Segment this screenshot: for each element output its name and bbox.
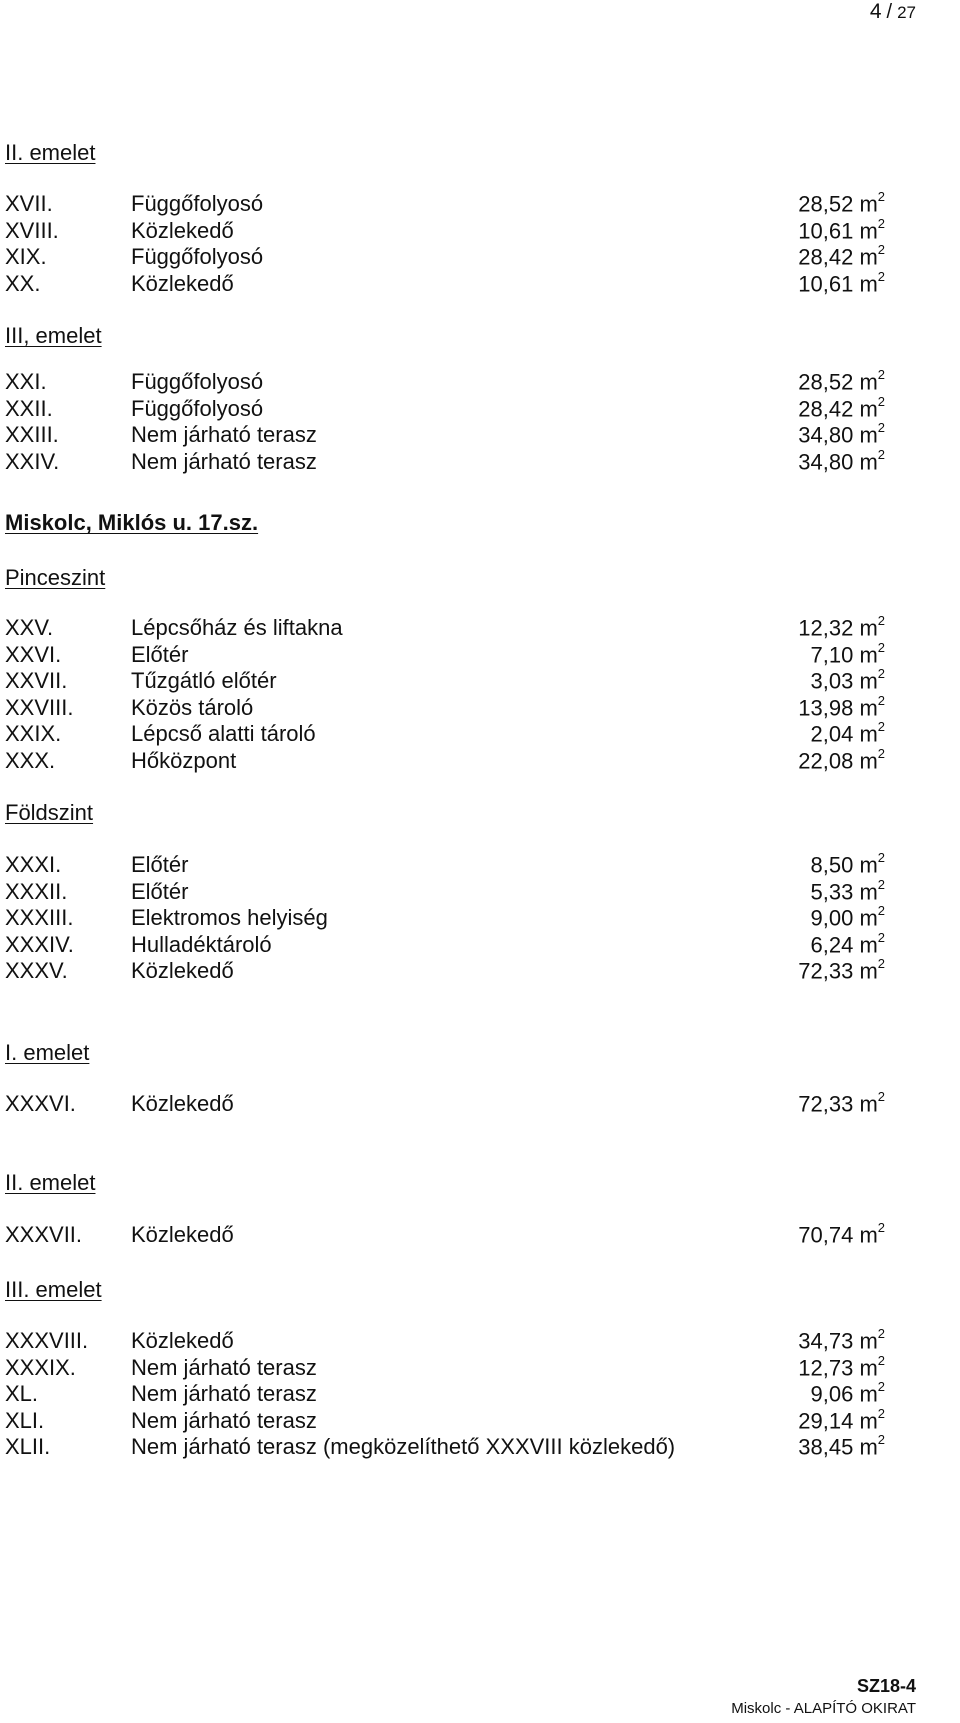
area-value: 3,03 — [810, 668, 854, 694]
row-area — [810, 852, 885, 878]
area-unit: m — [859, 270, 878, 296]
row-description: Nem járható terasz — [131, 448, 317, 474]
row-number: XXXI. — [5, 852, 62, 877]
table-row — [5, 191, 885, 221]
row-description: Közlekedő — [131, 270, 234, 296]
row-area — [810, 721, 885, 747]
address-heading: Miskolc, Miklós u. 17.sz. — [5, 510, 259, 535]
area-value: 5,33 — [810, 878, 854, 904]
row-number: XXXII. — [5, 878, 68, 904]
area-unit-power: 2 — [877, 189, 885, 204]
table-row — [5, 244, 885, 274]
row-number: XXIV. — [5, 448, 60, 474]
area-unit-power: 2 — [877, 393, 885, 409]
document-code: SZ18-4 — [856, 1676, 916, 1696]
area-value: 34,73 — [798, 1328, 854, 1354]
row-area — [798, 1222, 885, 1248]
area-unit: m — [859, 422, 878, 448]
row-area — [798, 422, 885, 448]
row-description: Függőfolyosó — [131, 244, 264, 269]
section-heading: III. emelet — [5, 1277, 102, 1302]
row-description: Közlekedő — [131, 1328, 234, 1353]
table-row — [5, 369, 885, 399]
row-description: Nem járható terasz — [131, 1381, 317, 1406]
area-value: 38,45 — [798, 1434, 854, 1460]
area-value: 10,61 — [798, 217, 854, 243]
row-number: XVII. — [5, 191, 53, 216]
area-unit-power: 2 — [877, 903, 885, 918]
area-unit: m — [859, 958, 878, 984]
area-unit: m — [859, 369, 878, 395]
table-row — [5, 422, 885, 452]
row-description: Előtér — [131, 878, 189, 904]
table-row — [5, 1091, 885, 1121]
row-number: XX. — [5, 270, 41, 296]
row-description: Hőközpont — [131, 747, 237, 773]
area-value: 22,08 — [798, 747, 854, 773]
table-row — [5, 745, 885, 778]
area-unit-power: 2 — [877, 1379, 885, 1394]
area-value: 12,73 — [798, 1354, 854, 1380]
area-unit-power: 2 — [877, 719, 885, 734]
row-description: Elektromos helyiség — [131, 905, 328, 930]
area-unit: m — [859, 448, 878, 474]
row-number: XIX. — [5, 244, 47, 269]
table-row — [5, 668, 885, 698]
area-unit-power: 2 — [877, 929, 885, 945]
row-description: Függőfolyosó — [131, 369, 264, 394]
table-row — [5, 1328, 885, 1358]
table-row — [5, 929, 885, 962]
area-unit: m — [859, 1407, 878, 1433]
row-description: Tűzgátló előtér — [131, 668, 277, 693]
area-unit-power: 2 — [877, 613, 885, 628]
area-value: 72,33 — [798, 1091, 854, 1117]
page-total: 27 — [897, 3, 916, 22]
row-description: Előtér — [131, 852, 189, 877]
table-row — [5, 639, 885, 672]
section-heading: II. emelet — [5, 1170, 96, 1195]
area-unit: m — [859, 1222, 878, 1248]
area-value: 28,52 — [798, 369, 854, 395]
row-description: Közlekedő — [131, 1091, 234, 1116]
table-row — [5, 1222, 885, 1252]
area-unit: m — [859, 931, 878, 957]
row-description: Nem járható terasz — [131, 1354, 317, 1380]
area-value: 28,42 — [798, 244, 854, 270]
page-current: 4 — [869, 0, 882, 23]
row-description: Közlekedő — [131, 1222, 234, 1247]
area-unit: m — [859, 747, 878, 773]
area-unit: m — [859, 641, 878, 667]
table-row — [5, 268, 885, 301]
row-description: Közlekedő — [131, 958, 234, 983]
area-value: 34,80 — [798, 422, 854, 448]
row-area — [798, 692, 885, 721]
row-description: Közös tároló — [131, 694, 254, 720]
area-unit-power: 2 — [877, 666, 885, 681]
row-description: Lépcső alatti tároló — [131, 721, 316, 746]
table-row — [5, 958, 885, 988]
row-number: XXI. — [5, 369, 47, 394]
row-area — [798, 268, 885, 297]
table-row — [5, 1381, 885, 1411]
section-heading: I. emelet — [5, 1040, 90, 1065]
area-unit-power: 2 — [877, 1326, 885, 1341]
row-area — [810, 876, 885, 905]
row-number: XXVII. — [5, 668, 68, 693]
row-number: XXXVII. — [5, 1222, 83, 1247]
area-unit: m — [859, 852, 878, 878]
area-value: 13,98 — [798, 694, 854, 720]
area-value: 29,14 — [798, 1407, 854, 1433]
area-unit: m — [859, 1434, 878, 1460]
row-number: XXXVIII. — [5, 1328, 89, 1353]
area-value: 2,04 — [810, 721, 854, 747]
row-description: Nem járható terasz — [131, 422, 317, 447]
row-number: XXX. — [5, 747, 56, 773]
area-unit: m — [859, 615, 878, 641]
row-number: XXVI. — [5, 641, 62, 667]
area-unit: m — [859, 905, 878, 931]
row-number: XXXIX. — [5, 1354, 76, 1380]
area-unit: m — [859, 1354, 878, 1380]
area-value: 70,74 — [798, 1222, 854, 1248]
area-unit-power: 2 — [877, 268, 885, 284]
area-unit: m — [859, 721, 878, 747]
section-heading: Földszint — [5, 800, 94, 825]
row-number: XXVIII. — [5, 694, 74, 720]
area-value: 72,33 — [798, 958, 854, 984]
page-number — [870, 0, 916, 24]
section-heading: II. emelet — [5, 140, 96, 165]
row-number: XXXVI. — [5, 1091, 76, 1116]
table-row — [5, 393, 885, 426]
row-area — [798, 191, 885, 217]
area-unit-power: 2 — [877, 956, 885, 971]
row-area — [798, 244, 885, 270]
row-area — [798, 745, 885, 774]
row-area — [798, 1091, 885, 1117]
section-heading: III, emelet — [5, 323, 102, 348]
area-unit: m — [859, 668, 878, 694]
row-description: Függőfolyosó — [131, 395, 264, 421]
row-area — [798, 1405, 885, 1434]
row-description: Nem járható terasz — [131, 1407, 317, 1433]
area-value: 10,61 — [798, 270, 854, 296]
row-area — [798, 446, 885, 475]
row-area — [810, 905, 885, 931]
page-separator: / — [886, 1, 893, 23]
area-unit-power: 2 — [877, 1352, 885, 1368]
area-unit-power: 2 — [877, 420, 885, 435]
row-description: Függőfolyosó — [131, 191, 264, 216]
area-unit-power: 2 — [877, 367, 885, 382]
area-unit: m — [859, 191, 878, 217]
row-number: XL. — [5, 1381, 39, 1406]
row-number: XXXIV. — [5, 931, 74, 957]
row-area — [798, 1434, 885, 1460]
area-unit-power: 2 — [877, 850, 885, 865]
area-unit-power: 2 — [877, 242, 885, 257]
area-unit: m — [859, 694, 878, 720]
table-row — [5, 1434, 885, 1464]
area-unit: m — [859, 217, 878, 243]
area-unit-power: 2 — [877, 1089, 885, 1104]
row-area — [798, 215, 885, 244]
row-number: XVIII. — [5, 217, 59, 243]
row-area — [798, 958, 885, 984]
row-area — [810, 639, 885, 668]
area-value: 8,50 — [810, 852, 854, 878]
area-unit-power: 2 — [877, 876, 885, 892]
table-row — [5, 852, 885, 882]
row-description: Közlekedő — [131, 217, 234, 243]
row-area — [798, 369, 885, 395]
row-number: XLI. — [5, 1407, 45, 1433]
row-area — [810, 668, 885, 694]
row-number: XXXV. — [5, 958, 68, 983]
area-unit: m — [859, 1091, 878, 1117]
row-number: XXII. — [5, 395, 53, 421]
area-unit: m — [859, 1381, 878, 1407]
row-area — [798, 393, 885, 422]
area-value: 34,80 — [798, 448, 854, 474]
area-unit-power: 2 — [877, 1405, 885, 1421]
area-unit-power: 2 — [877, 1220, 885, 1235]
area-value: 6,24 — [810, 931, 854, 957]
row-area — [798, 1328, 885, 1354]
table-row — [5, 692, 885, 725]
area-unit: m — [859, 878, 878, 904]
row-area — [810, 929, 885, 958]
row-description: Nem járható terasz (megközelíthető XXXVIII közlekedő) — [131, 1434, 676, 1459]
table-row — [5, 1405, 885, 1438]
area-unit-power: 2 — [877, 692, 885, 708]
row-number: XXV. — [5, 615, 54, 640]
section-heading: Pinceszint — [5, 565, 106, 590]
area-value: 9,06 — [810, 1381, 854, 1407]
table-row — [5, 446, 885, 479]
table-row — [5, 615, 885, 645]
row-number: XLII. — [5, 1434, 51, 1459]
table-row — [5, 905, 885, 935]
area-unit: m — [859, 244, 878, 270]
area-value: 28,52 — [798, 191, 854, 217]
row-number: XXIII. — [5, 422, 59, 447]
area-unit-power: 2 — [877, 1432, 885, 1447]
area-unit-power: 2 — [877, 215, 885, 231]
row-description: Hulladéktároló — [131, 931, 272, 957]
area-value: 12,32 — [798, 615, 854, 641]
area-value: 28,42 — [798, 395, 854, 421]
area-value: 9,00 — [810, 905, 854, 931]
area-unit-power: 2 — [877, 446, 885, 462]
row-area — [810, 1381, 885, 1407]
table-row — [5, 1352, 885, 1385]
row-description: Előtér — [131, 641, 189, 667]
row-area — [798, 1352, 885, 1381]
area-unit: m — [859, 395, 878, 421]
row-description: Lépcsőház és liftakna — [131, 615, 343, 640]
row-number: XXXIII. — [5, 905, 74, 930]
row-number: XXIX. — [5, 721, 62, 746]
area-unit-power: 2 — [877, 639, 885, 655]
area-unit: m — [859, 1328, 878, 1354]
area-unit-power: 2 — [877, 745, 885, 761]
document-footer: Miskolc - ALAPÍTÓ OKIRAT — [731, 1700, 916, 1717]
area-value: 7,10 — [810, 641, 854, 667]
row-area — [798, 615, 885, 641]
table-row — [5, 215, 885, 248]
table-row — [5, 876, 885, 909]
table-row — [5, 721, 885, 751]
